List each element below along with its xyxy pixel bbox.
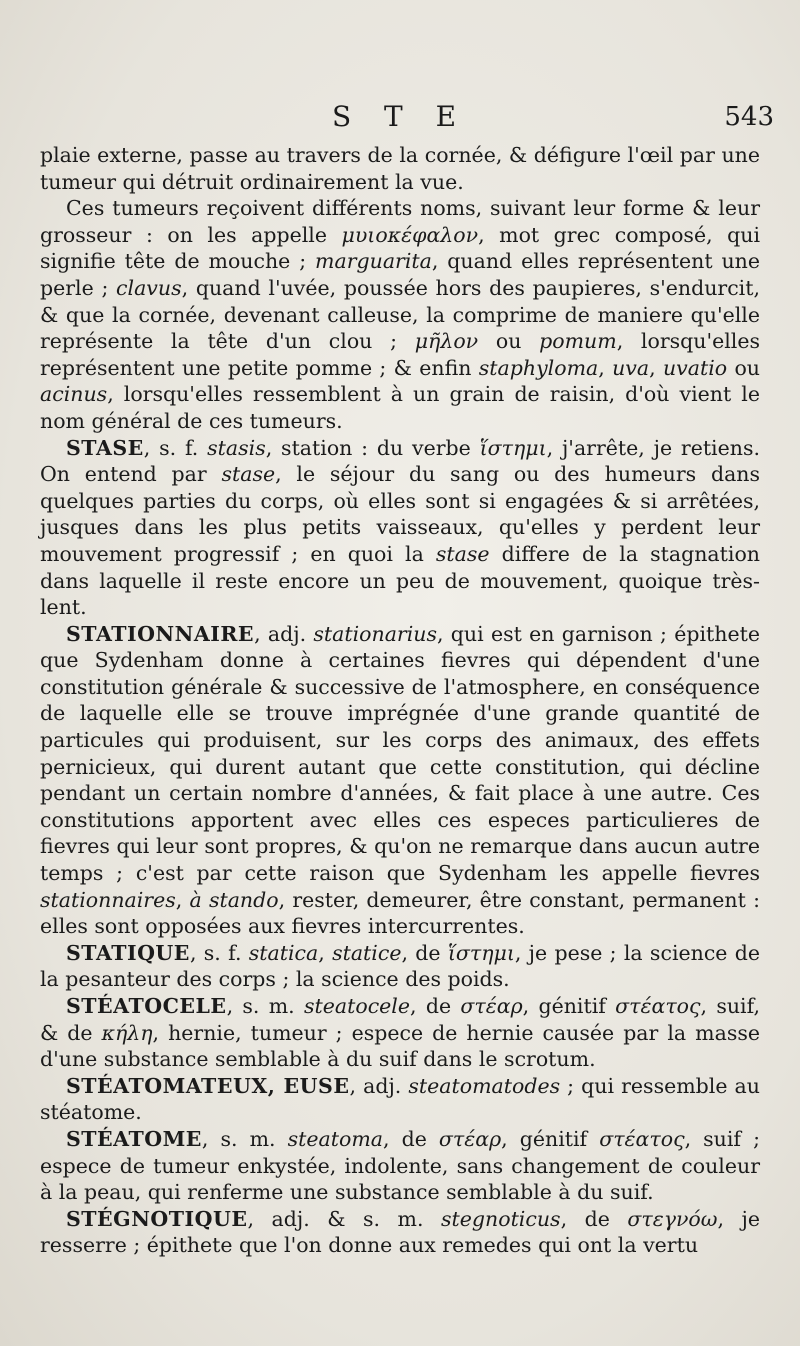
entry-text: , j'arrête, je retiens. On entend par [40, 435, 760, 487]
dictionary-entry [40, 1206, 760, 1259]
entry-text: Ces tumeurs reçoivent différents noms, suivant leur forme & leur grosseur : on les appelle [40, 196, 760, 247]
entry-text: , s. f. [189, 940, 249, 965]
entry-text: , mot grec composé, qui signifie tête de mouche ; [40, 222, 760, 274]
italic-term: κήλη [101, 1020, 153, 1045]
entry-headword: STÉGNOTIQUE [66, 1206, 248, 1231]
entry-text: ; qui ressemble au stéatome. [40, 1073, 760, 1125]
entry-text: , s. m. [201, 1126, 288, 1151]
italic-term: stationnaires [40, 887, 176, 912]
dictionary-entry [40, 1073, 760, 1126]
italic-term: acinus [40, 382, 108, 407]
italic-term: μυιοκέφαλον [341, 222, 479, 247]
dictionary-entry [40, 621, 760, 940]
entry-text: , de [383, 1126, 439, 1151]
entry-text: , station : du verbe [265, 435, 480, 460]
italic-term: stegnoticus [441, 1206, 561, 1231]
italic-term: στέαρ [460, 994, 523, 1018]
italic-term: staphyloma [478, 355, 599, 380]
entry-headword: STASE [66, 435, 144, 460]
italic-term: stationarius [313, 621, 437, 646]
italic-term: ἵστημι [447, 940, 515, 965]
entry-text: , de [410, 994, 461, 1018]
entry-text: , je resserre ; épithete que l'on donne aux remedes qui ont la vertu [40, 1206, 760, 1258]
entry-text: , lorsqu'elles ressemblent à un grain de raisin, d'où vient le nom général de ces tumeurs. [40, 382, 760, 433]
entry-text: , suif, & de [40, 994, 760, 1045]
italic-term: statica [248, 940, 319, 965]
entry-headword: STÉATOMATEUX, EUSE [66, 1073, 350, 1098]
italic-term: stase [221, 462, 276, 487]
italic-term: στέαρ [438, 1126, 502, 1151]
entry-headword: STÉATOME [66, 1126, 202, 1151]
italic-term: στεγνόω [627, 1206, 718, 1231]
entry-text: , [175, 887, 190, 912]
italic-term: à stando [189, 887, 279, 912]
entry-text: , de [401, 940, 448, 965]
entry-text: , adj. [254, 621, 314, 646]
entry-text: plaie externe, passe au travers de la cornée, & défigure l'œil par une tumeur qui détruit ordinairement la vue. [40, 143, 760, 194]
entry-text: , [318, 940, 333, 965]
entry-text: differe de la stagnation dans laquelle il reste encore un peu de mouvement, quoique très-lent. [40, 541, 760, 620]
entry-text: ou [478, 329, 540, 354]
entry-text: , je pese ; la science de la pesanteur des corps ; la science des poids. [40, 940, 760, 992]
entry-text: , [649, 355, 663, 380]
italic-term: μῆλον [414, 329, 479, 354]
page-header [0, 100, 800, 140]
entry-text: , génitif [522, 994, 616, 1018]
page-number: 543 [724, 102, 774, 132]
italic-term: stasis [207, 435, 266, 460]
entry-text: , adj. & s. m. [247, 1206, 442, 1231]
italic-term: uvatio [662, 355, 728, 380]
italic-term: stase [435, 541, 490, 566]
italic-term: steatocele [304, 994, 410, 1018]
italic-term: steatomatodes [408, 1073, 561, 1098]
italic-term: marguarita [315, 249, 432, 274]
entry-text: , adj. [349, 1073, 409, 1098]
italic-term: statice [332, 940, 402, 965]
running-head: S T E [331, 100, 469, 133]
entry-text: , lorsqu'elles représentent une petite pomme ; & enfin [40, 329, 761, 380]
continued-paragraph [40, 142, 760, 195]
entry-text: , quand elles représentent une perle ; [40, 249, 761, 300]
italic-term: στέατος [615, 994, 701, 1018]
dictionary-entry [40, 195, 760, 434]
entry-text: , s. m. [226, 994, 304, 1018]
entry-text: ou [727, 355, 761, 380]
italic-term: στέατος [599, 1126, 685, 1151]
entry-headword: STÉATOCELE [66, 994, 227, 1018]
entry-headword: STATIONNAIRE [66, 621, 255, 646]
text-body [40, 142, 760, 1259]
dictionary-entry [40, 940, 760, 993]
entry-headword: STATIQUE [66, 940, 190, 965]
entry-text: , le séjour du sang ou des humeurs dans quelques parties du corps, où elles sont si engagées & si arrêtées, jusques dans les plus petits vaisseaux, qu'elles y perdent leur mouvement progressif ; en quoi la [40, 462, 761, 566]
entry-text: , quand l'uvée, poussée hors des paupieres, s'endurcit, & que la cornée, devenant calleuse, la comprime de maniere qu'elle représente la tête d'un clou ; [40, 275, 760, 354]
entry-text: , rester, demeurer, être constant, permanent : elles sont opposées aux fievres intercurrentes. [40, 887, 760, 939]
italic-term: uva [612, 355, 650, 380]
entry-text: , [598, 355, 613, 380]
italic-term: ἵστημι [479, 435, 547, 460]
entry-text: , qui est en garnison ; épithete que Sydenham donne à certaines fievres qui dépendent d'une constitution générale & successive de l'atmosphere, en conséquence de laquelle elle se trouve imprégnée d'une grande quantité de particules qui produisent, sur les corps des animaux, des effets pernicieux, qui durent autant que cette constitution, qui décline pendant un certain nombre d'années, & fait place à une autre. Ces constitutions apportent avec elles ces especes particulieres de fievres qui leur sont propres, & qu'on ne remarque dans aucun autre temps ; c'est par cette raison que Sydenham les appelle fievres [40, 621, 760, 886]
italic-term: steatoma [287, 1126, 383, 1151]
entry-text: , de [560, 1206, 628, 1231]
italic-term: clavus [116, 275, 182, 300]
entry-text: , suif ; espece de tumeur enkystée, indolente, sans changement de couleur à la peau, qui renferme une substance semblable à du suif. [40, 1126, 760, 1205]
dictionary-entry [40, 1126, 760, 1206]
entry-text: , s. f. [143, 435, 208, 460]
dictionary-entry [40, 435, 760, 621]
entry-text: , hernie, tumeur ; espece de hernie causée par la masse d'une substance semblable à du suif dans le scrotum. [40, 1020, 760, 1072]
italic-term: pomum [539, 329, 617, 354]
dictionary-entry [40, 993, 760, 1073]
entry-text: , génitif [501, 1126, 600, 1151]
